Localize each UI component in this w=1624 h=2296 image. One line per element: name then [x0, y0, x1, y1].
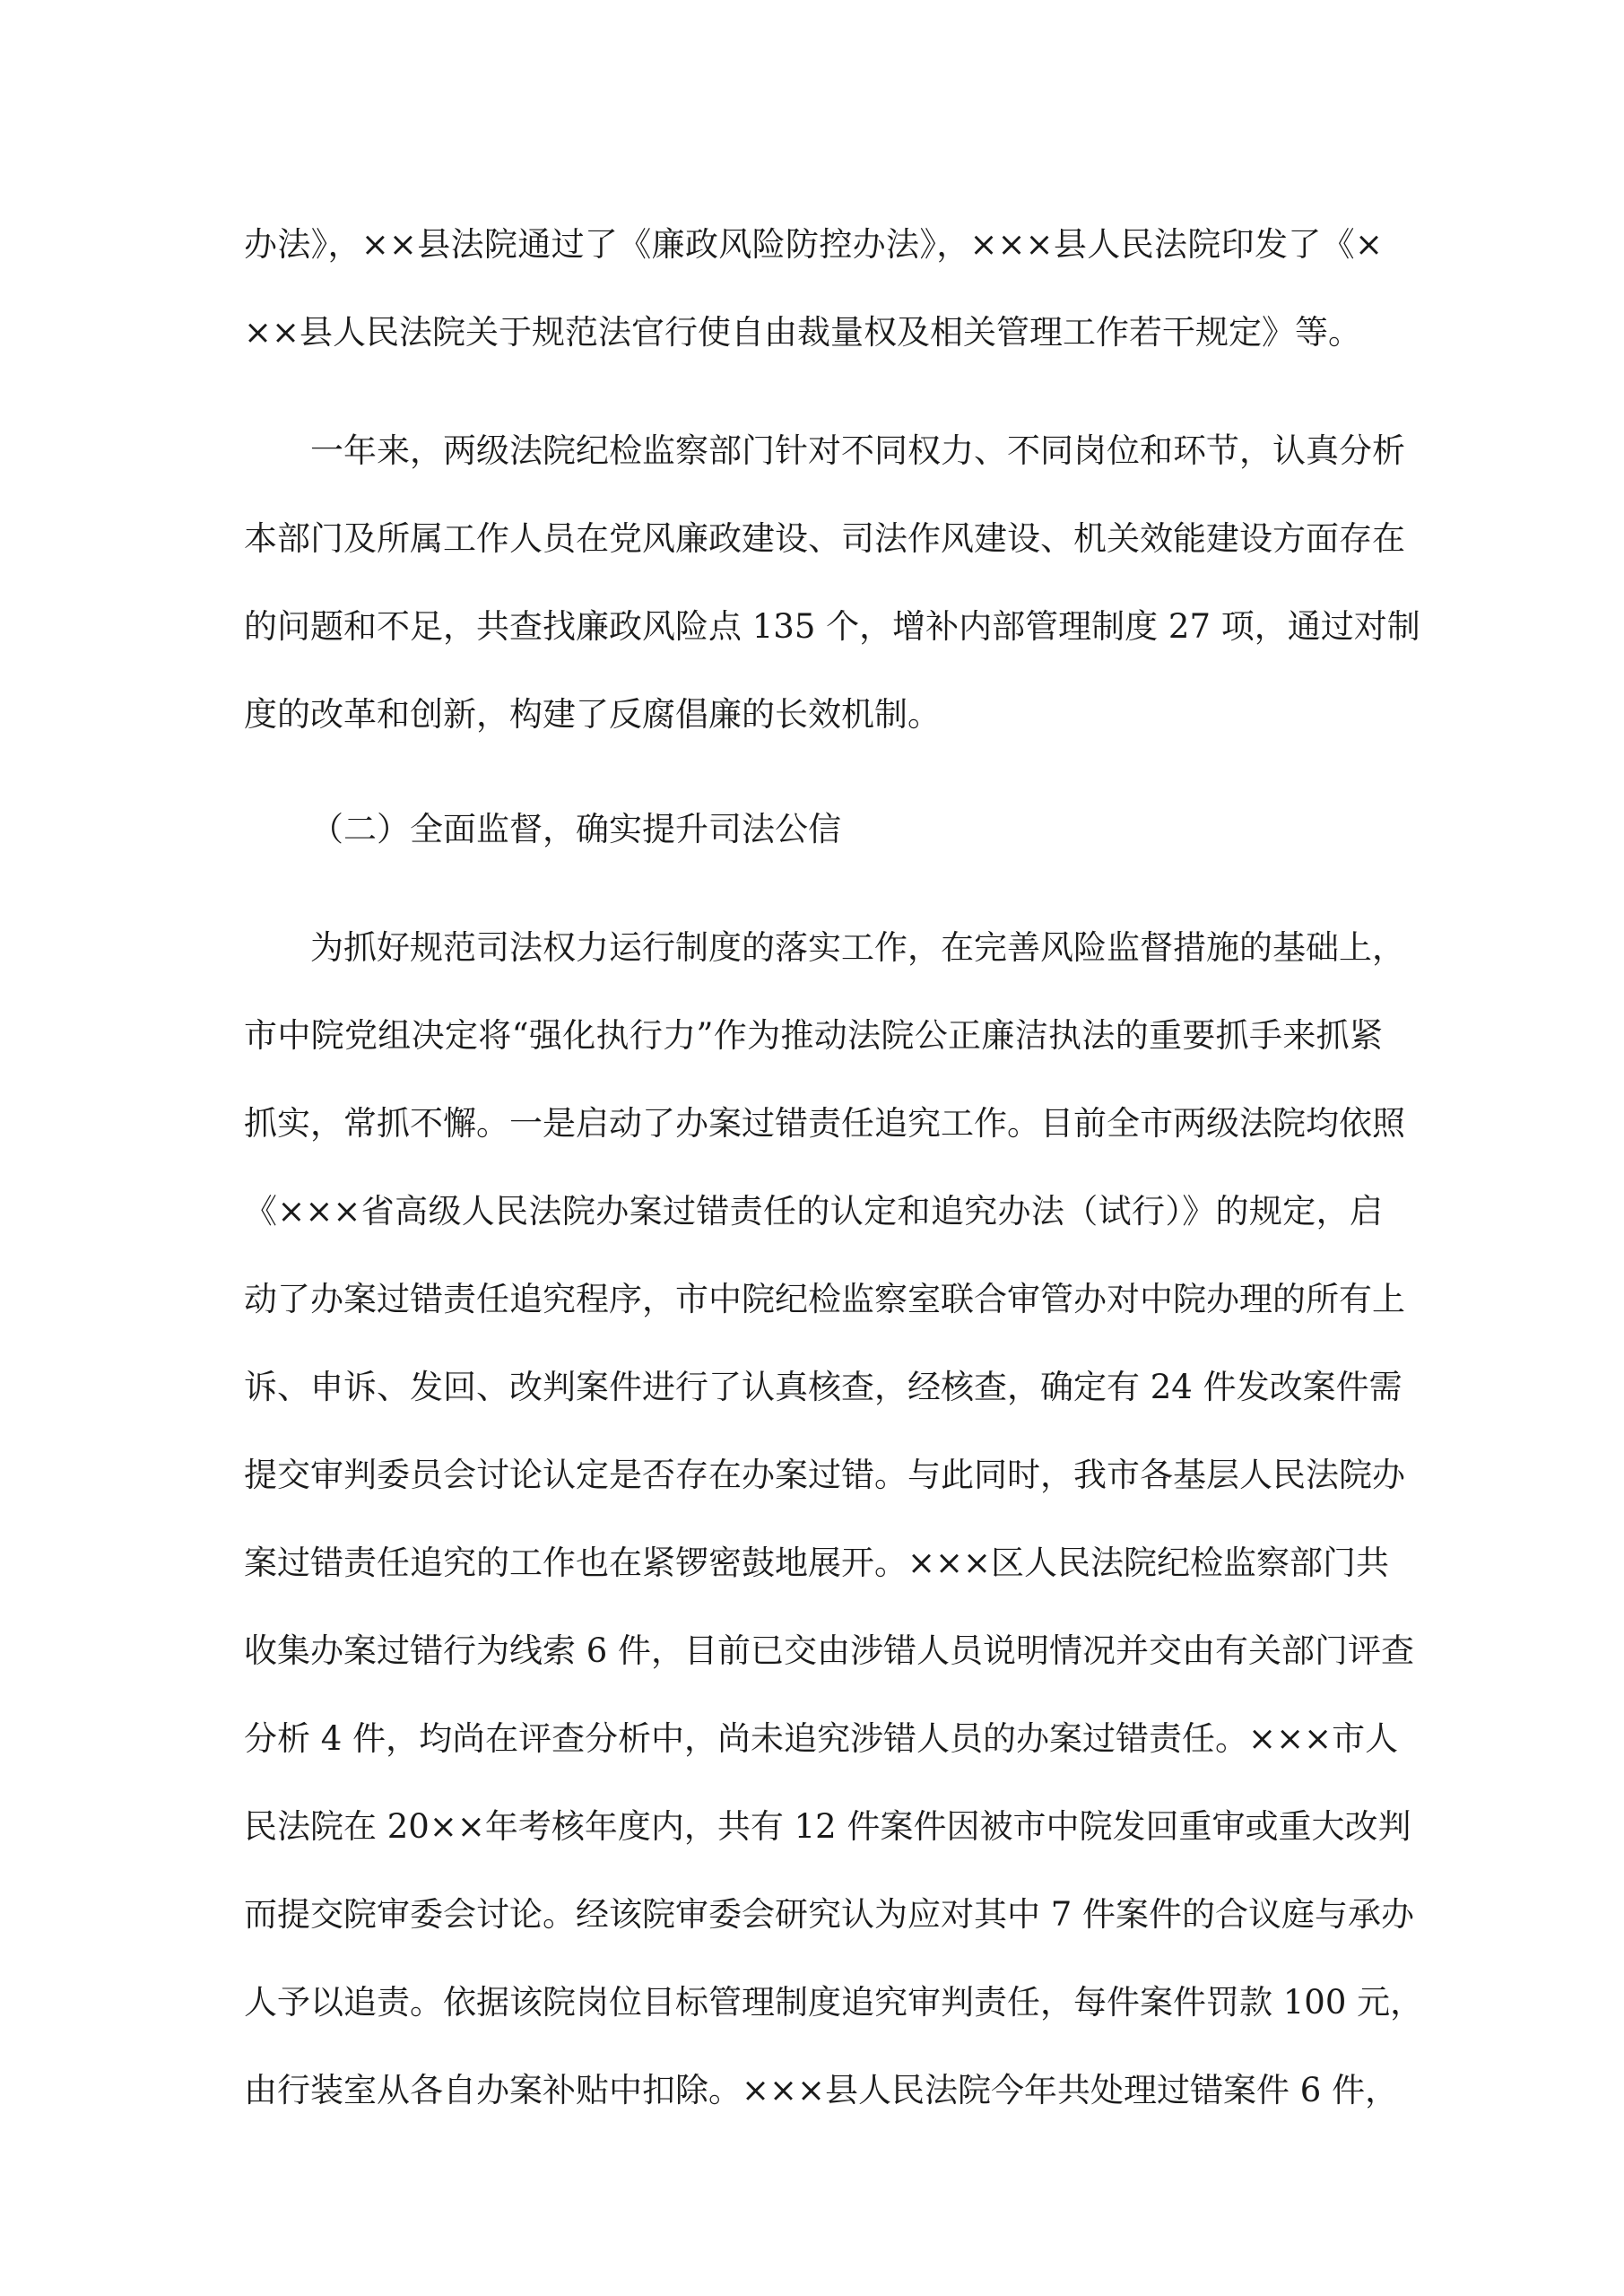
paragraph-start-line: 为抓好规范司法权力运行制度的落实工作，在完善风险监督措施的基础上，: [310, 928, 1405, 967]
text-line-18: 民法院在 20××年考核年度内，共有 12 件案件因被市中院发回重审或重大改判: [244, 1807, 1411, 1846]
text-line-6: 度的改革和创新，构建了反腐倡廉的长效机制。: [244, 695, 941, 734]
text-line-19: 而提交院审委会讨论。经该院审委会研究认为应对其中 7 件案件的合议庭与承办: [244, 1895, 1415, 1934]
text-line-9: 市中院党组决定将“强化执行力”作为推动法院公正廉洁执法的重要抓手来抓紧: [244, 1016, 1383, 1055]
paragraph-start-line: 一年来，两级法院纪检监察部门针对不同权力、不同岗位和环节，认真分析: [310, 431, 1405, 470]
text-line-17: 分析 4 件，均尚在评查分析中，尚未追究涉错人员的办案过错责任。×××市人: [244, 1719, 1399, 1758]
text-line-13: 诉、申诉、发回、改判案件进行了认真核查，经核查，确定有 24 件发改案件需: [244, 1368, 1403, 1406]
text-line-1: 办法》，××县法院通过了《廉政风险防控办法》，×××县人民法院印发了《×: [244, 225, 1383, 264]
text-line-4: 本部门及所属工作人员在党风廉政建设、司法作风建设、机关效能建设方面存在: [244, 519, 1405, 558]
text-line-2: ××县人民法院关于规范法官行使自由裁量权及相关管理工作若干规定》等。: [244, 313, 1362, 352]
text-line-21: 由行装室从各自办案补贴中扣除。×××县人民法院今年共处理过错案件 6 件，: [244, 2071, 1399, 2109]
text-line-11: 《×××省高级人民法院办案过错责任的认定和追究办法（试行）》的规定，启: [244, 1192, 1383, 1231]
section-heading: （二）全面监督，确实提升司法公信: [310, 810, 841, 848]
text-line-12: 动了办案过错责任追究程序，市中院纪检监察室联合审管办对中院办理的所有上: [244, 1280, 1405, 1318]
text-line-5: 的问题和不足，共查找廉政风险点 135 个，增补内部管理制度 27 项，通过对制: [244, 607, 1420, 646]
text-line-14: 提交审判委员会讨论认定是否存在办案过错。与此同时，我市各基层人民法院办: [244, 1456, 1405, 1494]
text-line-20: 人予以追责。依据该院岗位目标管理制度追究审判责任，每件案件罚款 100 元，: [244, 1983, 1424, 2022]
text-line-15: 案过错责任追究的工作也在紧锣密鼓地展开。×××区人民法院纪检监察部门共: [244, 1544, 1390, 1582]
text-line-10: 抓实，常抓不懈。一是启动了办案过错责任追究工作。目前全市两级法院均依照: [244, 1104, 1405, 1143]
text-line-16: 收集办案过错行为线索 6 件，目前已交由涉错人员说明情况并交由有关部门评查: [244, 1631, 1415, 1670]
